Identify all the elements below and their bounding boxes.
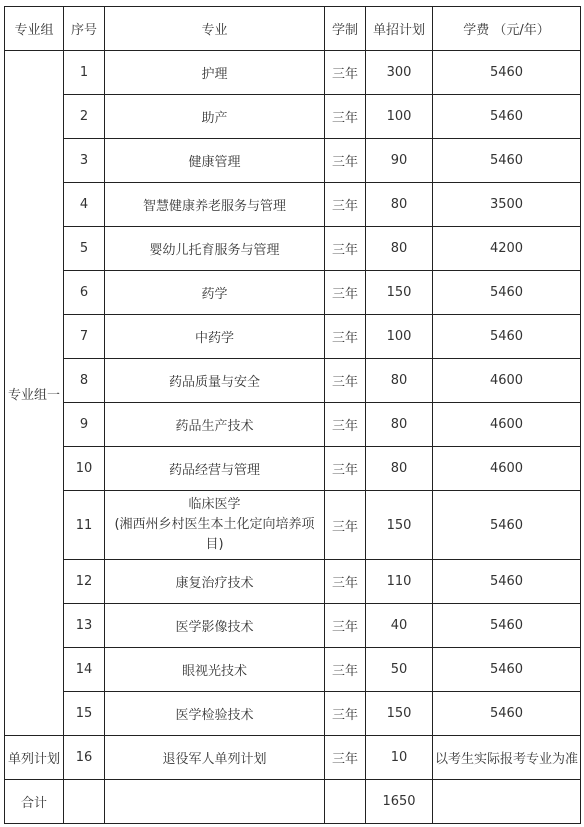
row-fee: 4600	[433, 403, 581, 447]
row-no: 11	[64, 491, 105, 560]
row-fee: 4600	[433, 359, 581, 403]
row-no: 4	[64, 183, 105, 227]
row-plan: 110	[366, 560, 433, 604]
table-body	[5, 51, 581, 824]
row-major: 药品生产技术	[105, 403, 325, 447]
row-plan: 150	[366, 271, 433, 315]
table-row	[5, 648, 581, 692]
table-row	[5, 692, 581, 736]
row-fee: 5460	[433, 51, 581, 95]
row-years: 三年	[325, 315, 366, 359]
row-fee: 5460	[433, 139, 581, 183]
row-plan: 80	[366, 183, 433, 227]
row-years: 三年	[325, 491, 366, 560]
row-plan: 150	[366, 692, 433, 736]
row-major	[105, 491, 325, 560]
row-fee: 5460	[433, 560, 581, 604]
table-row	[5, 560, 581, 604]
row-no: 3	[64, 139, 105, 183]
row-plan: 300	[366, 51, 433, 95]
row-plan: 150	[366, 491, 433, 560]
row-fee: 5460	[433, 648, 581, 692]
row-major: 医学检验技术	[105, 692, 325, 736]
row-no: 1	[64, 51, 105, 95]
row-no: 7	[64, 315, 105, 359]
major-note: (湘西州乡村医生本土化定向培养项目)	[114, 517, 315, 552]
row-fee: 5460	[433, 315, 581, 359]
row-years: 三年	[325, 359, 366, 403]
row-major: 药品质量与安全	[105, 359, 325, 403]
header-plan: 单招计划	[366, 7, 433, 51]
row-fee: 5460	[433, 95, 581, 139]
row-plan: 100	[366, 315, 433, 359]
row-years: 三年	[325, 95, 366, 139]
row-plan: 50	[366, 648, 433, 692]
row-no: 6	[64, 271, 105, 315]
table-row	[5, 51, 581, 95]
row-years: 三年	[325, 227, 366, 271]
table-row	[5, 139, 581, 183]
row-years: 三年	[325, 560, 366, 604]
row-years: 三年	[325, 604, 366, 648]
row-plan: 40	[366, 604, 433, 648]
special-group: 单列计划	[5, 736, 64, 780]
row-plan: 90	[366, 139, 433, 183]
row-no: 14	[64, 648, 105, 692]
table-row	[5, 271, 581, 315]
total-years-empty	[325, 780, 366, 824]
row-fee: 3500	[433, 183, 581, 227]
row-plan: 80	[366, 447, 433, 491]
row-plan: 80	[366, 359, 433, 403]
row-major: 智慧健康养老服务与管理	[105, 183, 325, 227]
row-major: 助产	[105, 95, 325, 139]
row-major: 婴幼儿托育服务与管理	[105, 227, 325, 271]
special-plan: 10	[366, 736, 433, 780]
special-no: 16	[64, 736, 105, 780]
table-row	[5, 403, 581, 447]
row-no: 2	[64, 95, 105, 139]
row-years: 三年	[325, 51, 366, 95]
total-row	[5, 780, 581, 824]
row-no: 15	[64, 692, 105, 736]
row-plan: 80	[366, 403, 433, 447]
row-fee: 5460	[433, 692, 581, 736]
row-fee: 4600	[433, 447, 581, 491]
table-row	[5, 604, 581, 648]
total-no-empty	[64, 780, 105, 824]
row-years: 三年	[325, 403, 366, 447]
row-major: 康复治疗技术	[105, 560, 325, 604]
header-fee: 学费 （元/年）	[433, 7, 581, 51]
major-name: 临床医学	[188, 497, 241, 512]
row-major: 药品经营与管理	[105, 447, 325, 491]
row-years: 三年	[325, 271, 366, 315]
header-row	[5, 7, 581, 51]
special-fee: 以考生实际报考专业为准	[433, 736, 581, 780]
table-row	[5, 315, 581, 359]
row-years: 三年	[325, 139, 366, 183]
row-major: 医学影像技术	[105, 604, 325, 648]
total-fee-empty	[433, 780, 581, 824]
special-years: 三年	[325, 736, 366, 780]
header-group: 专业组	[5, 7, 64, 51]
enrollment-table	[4, 6, 581, 824]
header-years: 学制	[325, 7, 366, 51]
row-no: 10	[64, 447, 105, 491]
special-row	[5, 736, 581, 780]
table-row	[5, 183, 581, 227]
row-no: 8	[64, 359, 105, 403]
total-major-empty	[105, 780, 325, 824]
total-plan: 1650	[366, 780, 433, 824]
row-years: 三年	[325, 447, 366, 491]
table-row	[5, 359, 581, 403]
row-plan: 80	[366, 227, 433, 271]
total-label: 合计	[5, 780, 64, 824]
table-row	[5, 447, 581, 491]
row-no: 5	[64, 227, 105, 271]
row-years: 三年	[325, 183, 366, 227]
table-row	[5, 227, 581, 271]
row-fee: 5460	[433, 271, 581, 315]
row-major: 健康管理	[105, 139, 325, 183]
row-fee: 5460	[433, 604, 581, 648]
header-no: 序号	[64, 7, 105, 51]
row-major: 护理	[105, 51, 325, 95]
row-major: 眼视光技术	[105, 648, 325, 692]
row-fee: 5460	[433, 491, 581, 560]
row-no: 12	[64, 560, 105, 604]
table-row	[5, 491, 581, 560]
special-major: 退役军人单列计划	[105, 736, 325, 780]
row-no: 13	[64, 604, 105, 648]
row-plan: 100	[366, 95, 433, 139]
row-major: 中药学	[105, 315, 325, 359]
row-fee: 4200	[433, 227, 581, 271]
group-cell: 专业组一	[5, 51, 64, 736]
row-no: 9	[64, 403, 105, 447]
row-years: 三年	[325, 692, 366, 736]
row-years: 三年	[325, 648, 366, 692]
row-major: 药学	[105, 271, 325, 315]
table-row	[5, 95, 581, 139]
header-major: 专业	[105, 7, 325, 51]
